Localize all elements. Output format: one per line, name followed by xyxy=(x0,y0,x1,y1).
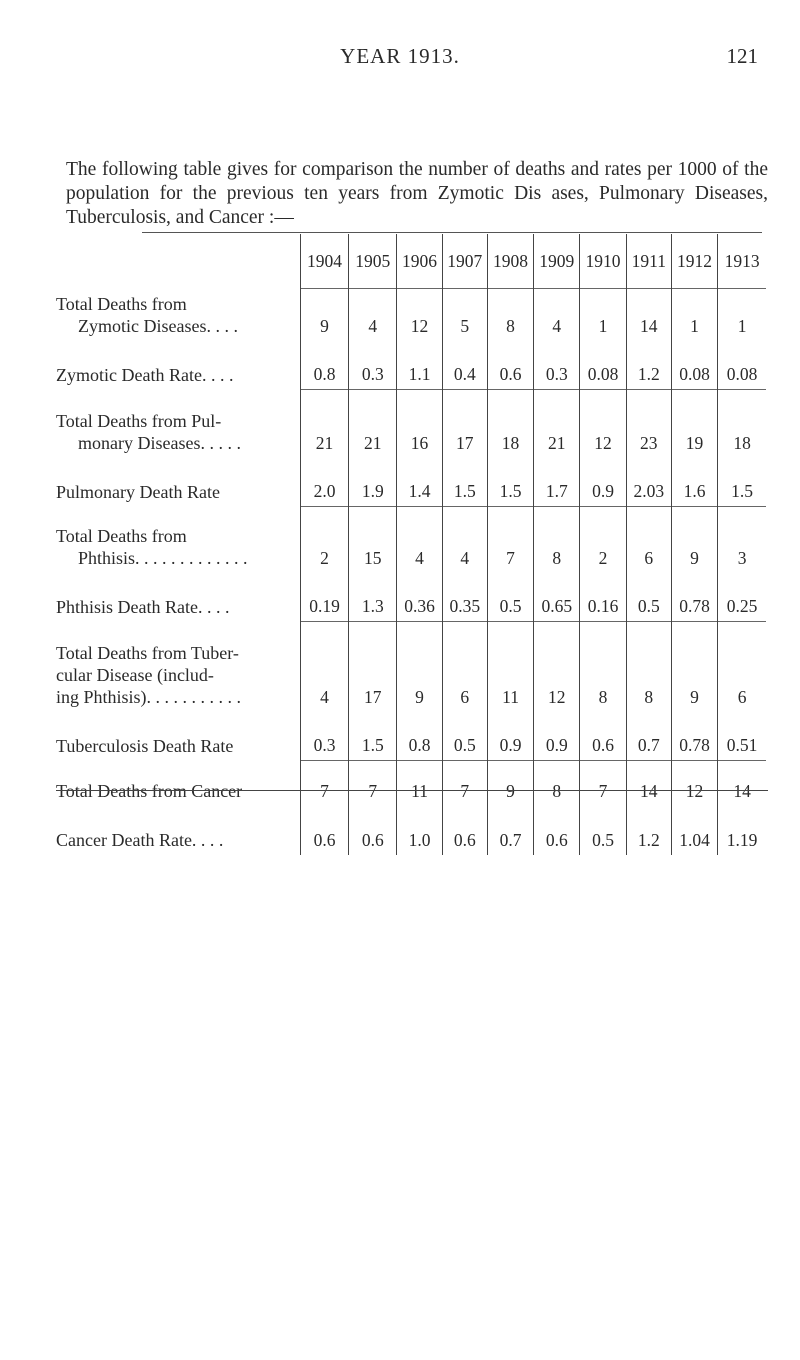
row-label-line: Total Deaths from Tuber- xyxy=(56,642,239,663)
table-cell: 1.6 xyxy=(671,460,717,507)
row-label-line: Zymotic Diseases. . . . xyxy=(78,315,238,336)
table-cell: 0.36 xyxy=(397,575,442,622)
table-cell: 4 xyxy=(534,289,580,343)
table-cell: 16 xyxy=(397,390,442,460)
table-cell: 1.0 xyxy=(397,808,442,855)
table-cell: 1 xyxy=(671,289,717,343)
year-header: 1913 xyxy=(718,234,766,289)
row-label-line: cular Disease (includ- xyxy=(56,664,214,685)
table-cell: 14 xyxy=(718,761,766,808)
table-cell: 0.6 xyxy=(349,808,397,855)
table-cell: 1.2 xyxy=(626,808,671,855)
table-cell: 1.2 xyxy=(626,343,671,390)
table-cell: 9 xyxy=(487,761,533,808)
table-row xyxy=(56,289,766,343)
row-label xyxy=(56,460,300,507)
table-cell: 0.5 xyxy=(580,808,626,855)
row-label xyxy=(56,761,300,808)
year-header: 1908 xyxy=(487,234,533,289)
table-cell: 8 xyxy=(580,622,626,714)
table-cell: 12 xyxy=(397,289,442,343)
table-cell: 1.7 xyxy=(534,460,580,507)
year-header: 1906 xyxy=(397,234,442,289)
year-header: 1907 xyxy=(442,234,487,289)
row-label xyxy=(56,289,300,343)
table-cell: 12 xyxy=(671,761,717,808)
table-cell: 0.4 xyxy=(442,343,487,390)
row-label-line: Total Deaths from xyxy=(56,293,187,314)
year-header: 1911 xyxy=(626,234,671,289)
table-row xyxy=(56,575,766,622)
table-cell: 9 xyxy=(300,289,348,343)
row-label xyxy=(56,808,300,855)
row-label xyxy=(56,507,300,575)
year-header: 1910 xyxy=(580,234,626,289)
table-cell: 7 xyxy=(487,507,533,575)
table-cell: 17 xyxy=(349,622,397,714)
table-cell: 0.6 xyxy=(300,808,348,855)
row-label xyxy=(56,622,300,714)
table-cell: 0.78 xyxy=(671,575,717,622)
table-cell: 0.7 xyxy=(487,808,533,855)
table-cell: 0.08 xyxy=(718,343,766,390)
table-cell: 0.6 xyxy=(442,808,487,855)
table-row xyxy=(56,507,766,575)
table-cell: 0.3 xyxy=(300,714,348,761)
table-cell: 21 xyxy=(534,390,580,460)
table-cell: 9 xyxy=(671,622,717,714)
table-cell: 2 xyxy=(300,507,348,575)
table-cell: 0.6 xyxy=(487,343,533,390)
table-cell: 1.5 xyxy=(442,460,487,507)
table-cell: 0.3 xyxy=(534,343,580,390)
table-cell: 23 xyxy=(626,390,671,460)
table-cell: 8 xyxy=(626,622,671,714)
table-cell: 6 xyxy=(626,507,671,575)
year-header: 1905 xyxy=(349,234,397,289)
table-cell: 11 xyxy=(397,761,442,808)
row-label-line: Cancer Death Rate. . . . xyxy=(56,829,224,850)
intro-paragraph: The following table gives for comparison the number of deaths and rates per 1000 of the population for the previous ten years from Zymotic Dis ases, Pulmonary Diseases, Tuberculosis, and Cancer :— xyxy=(66,158,768,228)
table-row xyxy=(56,390,766,460)
table-cell: 4 xyxy=(442,507,487,575)
table-cell: 11 xyxy=(487,622,533,714)
table-cell: 18 xyxy=(487,390,533,460)
table-cell: 0.6 xyxy=(580,714,626,761)
table-cell: 12 xyxy=(534,622,580,714)
table-cell: 2 xyxy=(580,507,626,575)
table-cell: 5 xyxy=(442,289,487,343)
year-header: 1904 xyxy=(300,234,348,289)
row-label-line: Pulmonary Death Rate xyxy=(56,481,220,502)
table-cell: 0.5 xyxy=(626,575,671,622)
table-cell: 21 xyxy=(349,390,397,460)
table-cell: 9 xyxy=(397,622,442,714)
table-cell: 14 xyxy=(626,289,671,343)
row-label xyxy=(56,390,300,460)
table-row xyxy=(56,343,766,390)
table-cell: 21 xyxy=(300,390,348,460)
table-cell: 7 xyxy=(442,761,487,808)
table-cell: 0.19 xyxy=(300,575,348,622)
table-cell: 1 xyxy=(580,289,626,343)
table-cell: 0.6 xyxy=(534,808,580,855)
table-cell: 18 xyxy=(718,390,766,460)
table-cell: 8 xyxy=(487,289,533,343)
table-cell: 4 xyxy=(349,289,397,343)
table-cell: 8 xyxy=(534,507,580,575)
row-label xyxy=(56,575,300,622)
table-cell: 8 xyxy=(534,761,580,808)
table-cell: 7 xyxy=(349,761,397,808)
year-header: 1909 xyxy=(534,234,580,289)
table-cell: 2.0 xyxy=(300,460,348,507)
table-cell: 1 xyxy=(718,289,766,343)
table-cell: 2.03 xyxy=(626,460,671,507)
table-cell: 0.08 xyxy=(580,343,626,390)
row-label-line: Phthisis. . . . . . . . . . . . . xyxy=(78,547,248,568)
table-cell: 1.5 xyxy=(487,460,533,507)
table-cell: 0.78 xyxy=(671,714,717,761)
table-cell: 0.8 xyxy=(300,343,348,390)
table-cell: 4 xyxy=(397,507,442,575)
row-label xyxy=(56,714,300,761)
table-cell: 7 xyxy=(300,761,348,808)
table-cell: 0.7 xyxy=(626,714,671,761)
table-cell: 0.65 xyxy=(534,575,580,622)
row-label-line: Total Deaths from Cancer xyxy=(56,780,243,801)
table-cell: 6 xyxy=(442,622,487,714)
table-cell: 4 xyxy=(300,622,348,714)
table-row xyxy=(56,460,766,507)
table-cell: 1.19 xyxy=(718,808,766,855)
table-cell: 12 xyxy=(580,390,626,460)
row-label-line: Total Deaths from xyxy=(56,525,187,546)
table-cell: 14 xyxy=(626,761,671,808)
table-cell: 0.5 xyxy=(442,714,487,761)
table-row xyxy=(56,761,766,808)
table-cell: 7 xyxy=(580,761,626,808)
table-cell: 15 xyxy=(349,507,397,575)
table-cell: 0.9 xyxy=(580,460,626,507)
row-label-line: Zymotic Death Rate. . . . xyxy=(56,364,234,385)
table-cell: 0.8 xyxy=(397,714,442,761)
table-cell: 1.4 xyxy=(397,460,442,507)
table-cell: 0.16 xyxy=(580,575,626,622)
table-bottom-rule xyxy=(56,790,768,791)
row-label xyxy=(56,343,300,390)
table-cell: 0.9 xyxy=(487,714,533,761)
table-cell: 1.1 xyxy=(397,343,442,390)
table-cell: 0.35 xyxy=(442,575,487,622)
header-corner xyxy=(56,234,300,289)
table-cell: 19 xyxy=(671,390,717,460)
table-cell: 0.9 xyxy=(534,714,580,761)
table-cell: 9 xyxy=(671,507,717,575)
row-label-line: Total Deaths from Pul- xyxy=(56,410,222,431)
row-label-line: Tuberculosis Death Rate xyxy=(56,735,234,756)
table-cell: 17 xyxy=(442,390,487,460)
year-header-row xyxy=(56,234,766,289)
year-header: 1912 xyxy=(671,234,717,289)
table-cell: 0.3 xyxy=(349,343,397,390)
table-cell: 3 xyxy=(718,507,766,575)
row-label-line: Phthisis Death Rate. . . . xyxy=(56,596,230,617)
table-cell: 6 xyxy=(718,622,766,714)
table-cell: 0.25 xyxy=(718,575,766,622)
running-title: YEAR 1913. xyxy=(340,44,460,68)
table-cell: 0.08 xyxy=(671,343,717,390)
table-cell: 0.5 xyxy=(487,575,533,622)
page-header xyxy=(0,44,800,74)
row-label-line: monary Diseases. . . . . xyxy=(78,432,241,453)
table-cell: 1.5 xyxy=(718,460,766,507)
table-cell: 1.9 xyxy=(349,460,397,507)
mortality-comparison-table xyxy=(56,234,766,855)
table-row xyxy=(56,714,766,761)
table-cell: 1.3 xyxy=(349,575,397,622)
table-top-rule xyxy=(142,232,762,233)
table-row xyxy=(56,622,766,714)
page-number: 121 xyxy=(726,44,758,68)
table-cell: 1.5 xyxy=(349,714,397,761)
table-cell: 0.51 xyxy=(718,714,766,761)
table-cell: 1.04 xyxy=(671,808,717,855)
row-label-line: ing Phthisis). . . . . . . . . . . xyxy=(56,686,242,707)
table-row xyxy=(56,808,766,855)
